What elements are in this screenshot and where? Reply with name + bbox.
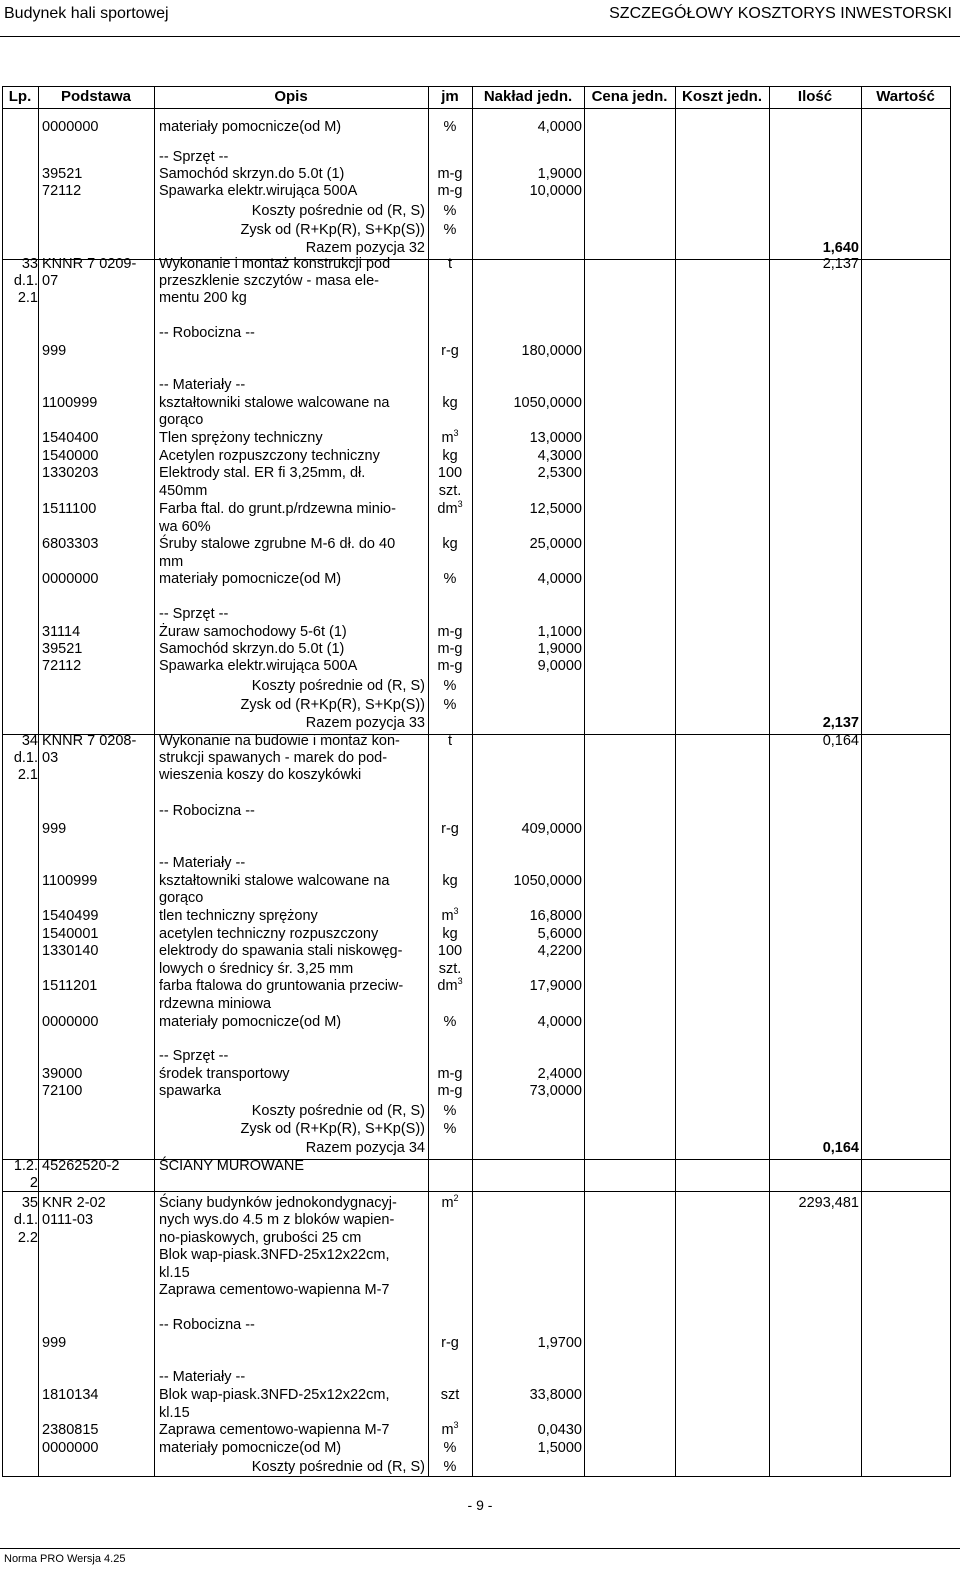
- header-rule: [0, 36, 960, 37]
- cell-naklad: 1050,0000: [513, 395, 582, 411]
- cell-podstawa: 1100999: [42, 873, 98, 889]
- cell-opis: kształtowniki stalowe walcowane na: [159, 395, 390, 411]
- col-header-wartosc: Wartość: [876, 88, 935, 105]
- cell-naklad: 1050,0000: [513, 873, 582, 889]
- cell-podstawa: KNNR 7 0209-: [42, 256, 137, 272]
- summary-label: Zysk od (R+Kp(R), S+Kp(S)): [240, 222, 425, 238]
- cell-opis: mentu 200 kg: [159, 290, 247, 306]
- cell-opis: -- Materiały --: [159, 1369, 246, 1385]
- col-header-opis: Opis: [274, 88, 308, 105]
- cell-opis: -- Sprzęt --: [159, 1048, 229, 1064]
- cell-lp: 1.2.: [13, 1158, 38, 1174]
- cell-naklad: 73,0000: [529, 1083, 582, 1099]
- cell-opis: -- Sprzęt --: [159, 606, 229, 622]
- software-version: Norma PRO Wersja 4.25: [4, 1553, 126, 1565]
- cell-opis: Ściany budynków jednokondygnacyj-: [159, 1195, 397, 1211]
- cell-opis: kształtowniki stalowe walcowane na: [159, 873, 390, 889]
- cell-podstawa: 0000000: [42, 571, 99, 587]
- cell-jm: $m^3$: [441, 906, 459, 924]
- summary-label: Koszty pośrednie od (R, S): [251, 1103, 425, 1119]
- cell-opis: Acetylen rozpuszczony techniczny: [159, 448, 380, 464]
- cell-opis: Samochód skrzyn.do 5.0t (1): [159, 166, 345, 182]
- cell-jm: 100: [437, 943, 463, 959]
- col-header-ilosc: Ilość: [797, 88, 833, 105]
- cell-podstawa: 1330203: [42, 465, 99, 481]
- col-border: [584, 86, 585, 1476]
- col-border: [2, 86, 3, 1476]
- col-border: [675, 86, 676, 1476]
- cell-jm: 100: [437, 465, 463, 481]
- cell-lp: 35: [21, 1195, 38, 1211]
- cell-opis: elektrody do spawania stali niskowęg-: [159, 943, 403, 959]
- cell-jm: m-g: [437, 166, 463, 182]
- cell-naklad: 12,5000: [529, 501, 582, 517]
- cell-podstawa: 1540000: [42, 448, 99, 464]
- cell-opis: farba ftalowa do gruntowania przeciw-: [159, 978, 404, 994]
- cell-naklad: 1,9000: [537, 641, 582, 657]
- cell-lp: 34: [21, 733, 38, 749]
- cell-opis: wa 60%: [159, 519, 211, 535]
- cell-ilosc: 0,164: [822, 733, 859, 749]
- cell-opis: strukcji spawanych - marek do pod-: [159, 750, 388, 766]
- col-border: [950, 86, 951, 1476]
- cell-podstawa: 07: [42, 273, 59, 289]
- cell-opis: -- Materiały --: [159, 855, 246, 871]
- cell-jm: %: [443, 203, 457, 219]
- footer-rule: [0, 1548, 960, 1549]
- cell-podstawa: 1540499: [42, 908, 99, 924]
- cell-podstawa: 1511201: [42, 978, 98, 994]
- position-total-quantity: 1,640: [822, 240, 859, 256]
- col-header-naklad: Nakład jedn.: [483, 88, 573, 105]
- cell-jm: kg: [442, 448, 458, 464]
- cell-podstawa: 31114: [42, 624, 81, 640]
- cell-jm: t: [447, 256, 453, 272]
- cell-opis: -- Materiały --: [159, 377, 246, 393]
- project-title: Budynek hali sportowej: [4, 5, 169, 22]
- table-bottom-border: [2, 1476, 951, 1477]
- cell-podstawa: 39521: [42, 641, 83, 657]
- cell-jm: kg: [442, 873, 458, 889]
- cell-jm: kg: [442, 536, 458, 552]
- cell-opis: Wykonanie na budowie i montaż kon-: [159, 733, 400, 749]
- cell-opis: Spawarka elektr.wirująca 500A: [159, 658, 358, 674]
- cell-jm: m-g: [437, 641, 463, 657]
- cell-naklad: 17,9000: [529, 978, 582, 994]
- col-header-podstawa: Podstawa: [60, 88, 132, 105]
- cell-jm: %: [443, 222, 457, 238]
- cell-opis: -- Robocizna --: [159, 325, 255, 341]
- cell-podstawa: 39521: [42, 166, 83, 182]
- cell-naklad: 16,8000: [529, 908, 582, 924]
- cell-opis: ŚCIANY MUROWANE: [159, 1158, 305, 1174]
- cell-jm: %: [443, 1459, 457, 1475]
- cell-opis: Blok wap-piask.3NFD-25x12x22cm,: [159, 1387, 390, 1403]
- cell-podstawa: 999: [42, 343, 67, 359]
- cell-naklad: 180,0000: [521, 343, 582, 359]
- cell-jm: szt: [440, 1387, 460, 1403]
- cell-podstawa: 0000000: [42, 119, 99, 135]
- cell-opis: Blok wap-piask.3NFD-25x12x22cm,: [159, 1247, 390, 1263]
- cell-opis: Samochód skrzyn.do 5.0t (1): [159, 641, 345, 657]
- cell-podstawa: 1540400: [42, 430, 99, 446]
- cell-podstawa: 1330140: [42, 943, 99, 959]
- cell-opis: 450mm: [159, 483, 208, 499]
- cell-naklad: 4,2200: [537, 943, 582, 959]
- cell-opis: kl.15: [159, 1265, 190, 1281]
- cell-podstawa: 1511100: [42, 501, 97, 517]
- cell-opis: mm: [159, 554, 184, 570]
- cell-opis: Zaprawa cementowo-wapienna M-7: [159, 1422, 390, 1438]
- cell-naklad: 4,0000: [537, 1014, 582, 1030]
- col-header-jm: jm: [441, 88, 459, 105]
- cell-naklad: 33,8000: [529, 1387, 582, 1403]
- col-header-lp: Lp.: [8, 88, 32, 105]
- summary-label: Zysk od (R+Kp(R), S+Kp(S)): [240, 697, 425, 713]
- cell-jm: $m^2$: [441, 1193, 459, 1211]
- cell-naklad: 25,0000: [529, 536, 582, 552]
- cell-podstawa: KNNR 7 0208-: [42, 733, 137, 749]
- cell-naklad: 13,0000: [529, 430, 582, 446]
- col-border: [769, 86, 770, 1476]
- cell-opis: materiały pomocnicze(od M): [159, 119, 342, 135]
- cell-ilosc: 2293,481: [798, 1195, 859, 1211]
- cell-naklad: 4,3000: [537, 448, 582, 464]
- cell-naklad: 1,9000: [537, 166, 582, 182]
- cell-opis: acetylen techniczny rozpuszczony: [159, 926, 379, 942]
- cell-podstawa: 72100: [42, 1083, 83, 1099]
- position-total-label: Razem pozycja 33: [305, 715, 425, 731]
- cell-podstawa: 45262520-2: [42, 1158, 120, 1174]
- cell-naklad: 2,4000: [537, 1066, 582, 1082]
- cell-opis: przeszklenie szczytów - masa ele-: [159, 273, 379, 289]
- cell-jm: kg: [442, 395, 458, 411]
- cell-podstawa: 0000000: [42, 1440, 99, 1456]
- cell-jm: m-g: [437, 624, 463, 640]
- cell-lp: d.1.: [13, 750, 38, 766]
- cell-jm: m-g: [437, 1083, 463, 1099]
- cell-opis: Spawarka elektr.wirująca 500A: [159, 183, 358, 199]
- summary-label: Koszty pośrednie od (R, S): [251, 1459, 425, 1475]
- cell-naklad: 409,0000: [521, 821, 582, 837]
- cell-jm: $m^3$: [441, 1420, 459, 1438]
- cell-naklad: 5,6000: [537, 926, 582, 942]
- page-header: [0, 0, 960, 52]
- header-bottom-border: [2, 108, 951, 109]
- cell-opis: gorąco: [159, 412, 204, 428]
- cell-podstawa: 39000: [42, 1066, 83, 1082]
- cell-podstawa: 999: [42, 821, 67, 837]
- cell-podstawa: 1810134: [42, 1387, 99, 1403]
- cell-opis: Wykonanie i montaż konstrukcji pod: [159, 256, 391, 272]
- col-header-koszt: Koszt jedn.: [681, 88, 762, 105]
- cell-opis: nych wys.do 4.5 m z bloków wapien-: [159, 1212, 395, 1228]
- cell-podstawa: 03: [42, 750, 59, 766]
- cell-opis: Elektrody stal. ER fi 3,25mm, dł.: [159, 465, 366, 481]
- page-number: - 9 -: [467, 1497, 493, 1513]
- cell-podstawa: 72112: [42, 183, 82, 199]
- cell-naklad: 2,5300: [537, 465, 582, 481]
- cell-opis: Żuraw samochodowy 5-6t (1): [159, 624, 347, 640]
- cell-opis: spawarka: [159, 1083, 222, 1099]
- cell-opis: kl.15: [159, 1405, 190, 1421]
- document-type: SZCZEGÓŁOWY KOSZTORYS INWESTORSKI: [609, 5, 952, 22]
- cell-jm: r-g: [441, 821, 459, 837]
- position-total-label: Razem pozycja 34: [305, 1140, 425, 1156]
- cell-jm: m-g: [437, 1066, 463, 1082]
- cell-jm: $dm^3$: [437, 976, 463, 994]
- summary-label: Koszty pośrednie od (R, S): [251, 678, 425, 694]
- cell-opis: -- Robocizna --: [159, 803, 255, 819]
- cell-jm: m-g: [437, 183, 463, 199]
- cell-opis: gorąco: [159, 890, 204, 906]
- cell-naklad: 4,0000: [537, 571, 582, 587]
- cell-podstawa: 0000000: [42, 1014, 99, 1030]
- cell-opis: Farba ftal. do grunt.p/rdzewna minio-: [159, 501, 396, 517]
- cell-opis: środek transportowy: [159, 1066, 290, 1082]
- cell-jm: %: [443, 571, 457, 587]
- cell-jm: r-g: [441, 1335, 459, 1351]
- cell-opis: -- Sprzęt --: [159, 149, 229, 165]
- cell-lp: d.1.: [13, 1212, 38, 1228]
- cell-opis: Śruby stalowe zgrubne M-6 dł. do 40: [159, 536, 396, 552]
- col-border: [861, 86, 862, 1476]
- cell-jm: t: [447, 733, 453, 749]
- cell-podstawa: 1540001: [42, 926, 99, 942]
- cell-lp: 2.1: [17, 767, 38, 783]
- cell-naklad: 9,0000: [537, 658, 582, 674]
- col-border: [472, 86, 473, 1476]
- col-header-cena: Cena jedn.: [591, 88, 668, 105]
- cell-jm: %: [443, 697, 457, 713]
- cell-jm: %: [443, 1440, 457, 1456]
- cell-naklad: 0,0430: [537, 1422, 582, 1438]
- position-total-label: Razem pozycja 32: [305, 240, 425, 256]
- cost-estimate-table: [2, 86, 951, 1476]
- summary-label: Koszty pośrednie od (R, S): [251, 203, 425, 219]
- cell-lp: d.1.: [13, 273, 38, 289]
- cell-naklad: 1,1000: [537, 624, 582, 640]
- cell-jm: r-g: [441, 343, 459, 359]
- position-total-quantity: 0,164: [822, 1140, 859, 1156]
- cell-opis: Tlen sprężony techniczny: [159, 430, 323, 446]
- cell-opis: materiały pomocnicze(od M): [159, 1014, 342, 1030]
- cell-podstawa: 0111-03: [42, 1212, 94, 1228]
- cell-opis: -- Robocizna --: [159, 1317, 255, 1333]
- cell-podstawa: 72112: [42, 658, 82, 674]
- cell-opis: materiały pomocnicze(od M): [159, 1440, 342, 1456]
- cell-lp: 2: [29, 1175, 38, 1191]
- position-total-quantity: 2,137: [822, 715, 859, 731]
- cell-naklad: 4,0000: [537, 119, 582, 135]
- col-border: [38, 86, 39, 1476]
- cell-podstawa: KNR 2-02: [42, 1195, 106, 1211]
- cell-jm: szt.: [438, 961, 462, 977]
- cell-jm: $m^3$: [441, 428, 459, 446]
- cell-opis: rdzewna miniowa: [159, 996, 272, 1012]
- cell-podstawa: 999: [42, 1335, 67, 1351]
- cell-jm: %: [443, 1014, 457, 1030]
- cell-ilosc: 2,137: [822, 256, 859, 272]
- summary-label: Zysk od (R+Kp(R), S+Kp(S)): [240, 1121, 425, 1137]
- cell-opis: wieszenia koszy do koszykówki: [159, 767, 362, 783]
- cell-jm: kg: [442, 926, 458, 942]
- cell-jm: $dm^3$: [437, 499, 463, 517]
- cell-podstawa: 1100999: [42, 395, 98, 411]
- cell-jm: szt.: [438, 483, 462, 499]
- cell-podstawa: 6803303: [42, 536, 99, 552]
- cell-jm: %: [443, 1103, 457, 1119]
- col-border: [428, 86, 429, 1476]
- cell-opis: materiały pomocnicze(od M): [159, 571, 342, 587]
- cell-opis: lowych o średnicy śr. 3,25 mm: [159, 961, 354, 977]
- cell-lp: 2.2: [17, 1230, 38, 1246]
- cell-jm: %: [443, 1121, 457, 1137]
- cell-jm: %: [443, 119, 457, 135]
- col-border: [154, 86, 155, 1476]
- cell-jm: m-g: [437, 658, 463, 674]
- cell-naklad: 1,9700: [537, 1335, 582, 1351]
- cell-opis: tlen techniczny sprężony: [159, 908, 318, 924]
- cell-opis: no-piaskowych, grubości 25 cm: [159, 1230, 362, 1246]
- cell-lp: 2.1: [17, 290, 38, 306]
- section-separator: [2, 1191, 951, 1192]
- cell-naklad: 10,0000: [529, 183, 582, 199]
- cell-opis: Zaprawa cementowo-wapienna M-7: [159, 1282, 390, 1298]
- cell-jm: %: [443, 678, 457, 694]
- cell-podstawa: 2380815: [42, 1422, 99, 1438]
- cell-naklad: 1,5000: [537, 1440, 582, 1456]
- cell-lp: 33: [21, 256, 38, 272]
